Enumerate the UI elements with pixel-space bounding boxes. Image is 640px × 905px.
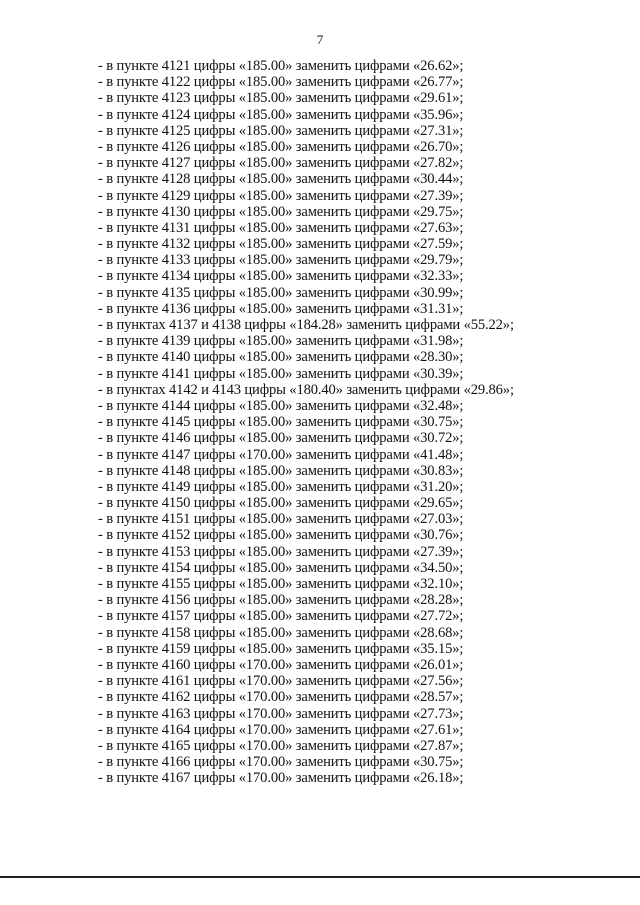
amendment-line: - в пункте 4148 цифры «185.00» заменить цифрами «30.83»; [98, 462, 464, 479]
amendment-line: - в пункте 4155 цифры «185.00» заменить цифрами «32.10»; [98, 576, 464, 592]
amendment-line: - в пункте 4159 цифры «185.00» заменить цифрами «35.15»; [98, 640, 464, 657]
amendment-line: - в пунктах 4137 и 4138 цифры «184.28» заменить цифрами «55.22»; [98, 317, 514, 333]
amendment-line: - в пункте 4134 цифры «185.00» заменить цифрами «32.33»; [98, 268, 464, 285]
amendment-line: - в пункте 4162 цифры «170.00» заменить цифрами «28.57»; [98, 689, 464, 706]
amendment-line: - в пункте 4161 цифры «170.00» заменить цифрами «27.56»; [98, 673, 464, 690]
amendment-line: - в пункте 4152 цифры «185.00» заменить цифрами «30.76»; [98, 527, 464, 544]
amendment-line: - в пункте 4130 цифры «185.00» заменить цифрами «29.75»; [98, 203, 464, 220]
amendment-line: - в пункте 4124 цифры «185.00» заменить цифрами «35.96»; [98, 106, 464, 123]
page-number: 7 [316, 32, 324, 47]
amendment-line: - в пункте 4158 цифры «185.00» заменить цифрами «28.68»; [98, 624, 464, 641]
amendment-line: - в пункте 4133 цифры «185.00» заменить цифрами «29.79»; [98, 252, 464, 269]
amendment-line: - в пункте 4141 цифры «185.00» заменить цифрами «30.39»; [98, 365, 464, 382]
amendment-list [98, 58, 598, 786]
amendment-line: - в пункте 4122 цифры «185.00» заменить цифрами «26.77»; [98, 74, 464, 91]
amendment-line: - в пунктах 4142 и 4143 цифры «180.40» заменить цифрами «29.86»; [98, 381, 514, 398]
amendment-line: - в пункте 4157 цифры «185.00» заменить цифрами «27.72»; [98, 608, 464, 625]
amendment-line: - в пункте 4160 цифры «170.00» заменить цифрами «26.01»; [98, 656, 464, 673]
amendment-line: - в пункте 4165 цифры «170.00» заменить цифрами «27.87»; [98, 737, 464, 754]
amendment-line: - в пункте 4144 цифры «185.00» заменить цифрами «32.48»; [98, 397, 464, 414]
amendment-line: - в пункте 4147 цифры «170.00» заменить цифрами «41.48»; [98, 446, 464, 463]
amendment-line: - в пункте 4121 цифры «185.00» заменить цифрами «26.62»; [98, 58, 464, 74]
amendment-line: - в пункте 4132 цифры «185.00» заменить цифрами «27.59»; [98, 236, 464, 253]
amendment-line: - в пункте 4128 цифры «185.00» заменить цифрами «30.44»; [98, 171, 464, 188]
amendment-line: - в пункте 4135 цифры «185.00» заменить цифрами «30.99»; [98, 284, 464, 301]
bottom-rule [0, 876, 640, 878]
amendment-line: - в пункте 4149 цифры «185.00» заменить цифрами «31.20»; [98, 478, 464, 495]
amendment-line: - в пункте 4150 цифры «185.00» заменить цифрами «29.65»; [98, 495, 464, 512]
amendment-line: - в пункте 4125 цифры «185.00» заменить цифрами «27.31»; [98, 122, 464, 139]
amendment-line: - в пункте 4126 цифры «185.00» заменить цифрами «26.70»; [98, 138, 464, 155]
amendment-line: - в пункте 4123 цифры «185.00» заменить цифрами «29.61»; [98, 90, 464, 107]
amendment-line: - в пункте 4146 цифры «185.00» заменить цифрами «30.72»; [98, 430, 464, 447]
amendment-line: - в пункте 4153 цифры «185.00» заменить цифрами «27.39»; [98, 543, 464, 560]
amendment-line: - в пункте 4127 цифры «185.00» заменить цифрами «27.82»; [98, 155, 464, 172]
amendment-line: - в пункте 4164 цифры «170.00» заменить цифрами «27.61»; [98, 721, 464, 738]
amendment-line: - в пункте 4140 цифры «185.00» заменить цифрами «28.30»; [98, 349, 464, 366]
amendment-line: - в пункте 4129 цифры «185.00» заменить цифрами «27.39»; [98, 187, 464, 204]
amendment-line: - в пункте 4156 цифры «185.00» заменить цифрами «28.28»; [98, 592, 464, 609]
amendment-line: - в пункте 4131 цифры «185.00» заменить цифрами «27.63»; [98, 219, 464, 236]
amendment-line: - в пункте 4163 цифры «170.00» заменить цифрами «27.73»; [98, 705, 464, 722]
amendment-line: - в пункте 4167 цифры «170.00» заменить цифрами «26.18»; [98, 770, 464, 787]
amendment-line: - в пункте 4145 цифры «185.00» заменить цифрами «30.75»; [98, 414, 464, 431]
amendment-line: - в пункте 4136 цифры «185.00» заменить цифрами «31.31»; [98, 300, 464, 317]
amendment-line: - в пункте 4154 цифры «185.00» заменить цифрами «34.50»; [98, 559, 464, 576]
amendment-line: - в пункте 4151 цифры «185.00» заменить цифрами «27.03»; [98, 511, 464, 528]
amendment-line: - в пункте 4166 цифры «170.00» заменить цифрами «30.75»; [98, 754, 464, 771]
amendment-line: - в пункте 4139 цифры «185.00» заменить цифрами «31.98»; [98, 333, 464, 350]
